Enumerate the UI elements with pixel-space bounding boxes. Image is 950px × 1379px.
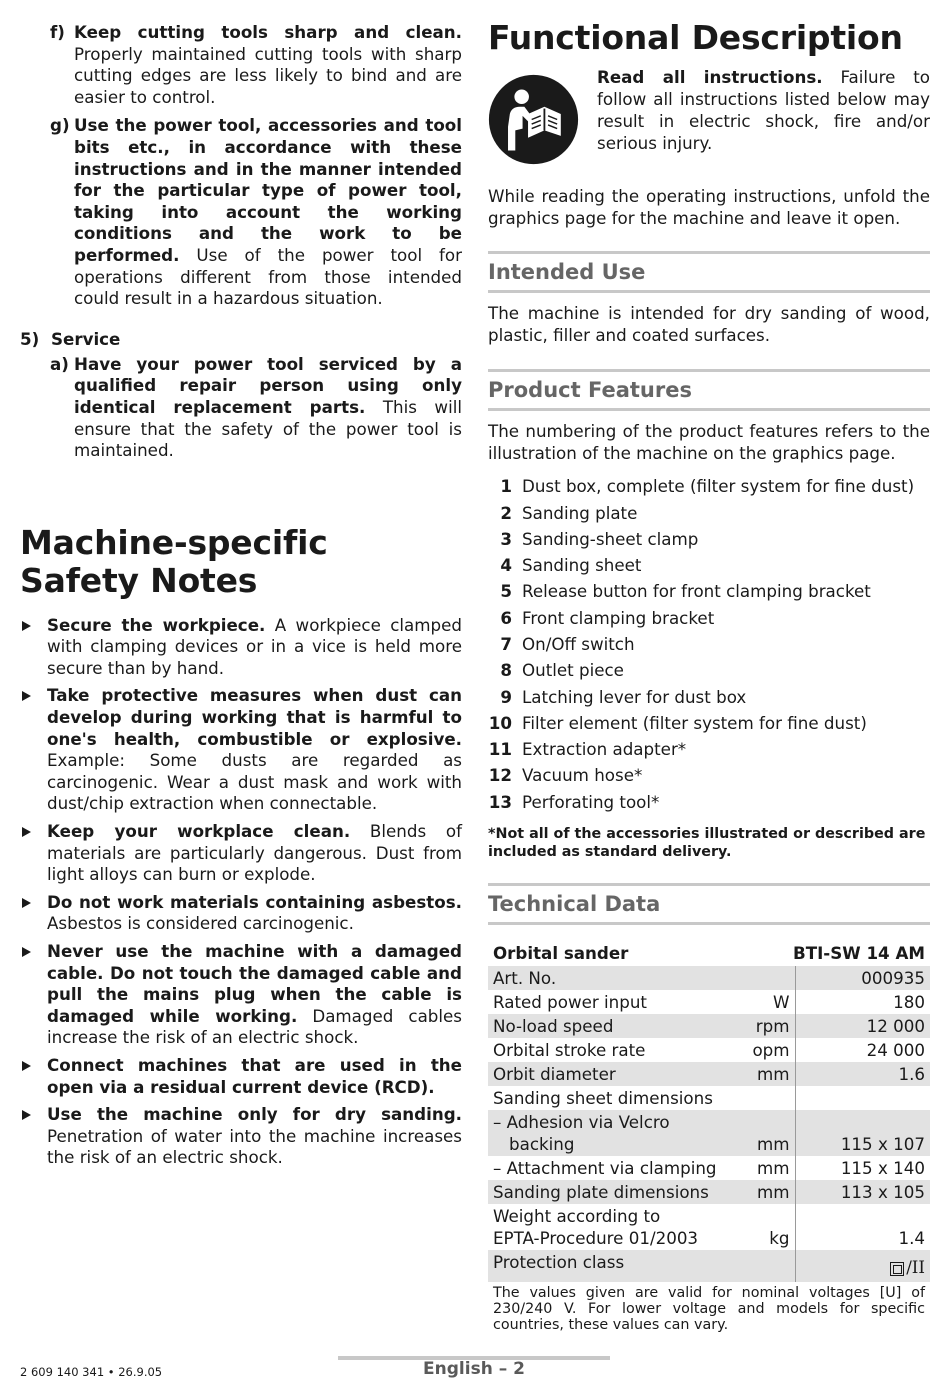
feature-label: Front clamping bracket (522, 607, 715, 628)
row-unit (735, 966, 795, 990)
technical-data-note: The values given are valid for nominal voltages [U] of 230/240 V. For lower voltage and models for specific countries, these values can vary. (493, 1285, 925, 1334)
row-label (488, 1204, 735, 1250)
product-features-heading: Product Features (488, 369, 930, 411)
service-number: 5) (20, 328, 40, 349)
item-label: g) (50, 115, 70, 136)
table-row (488, 1180, 930, 1204)
feature-number: 6 (500, 607, 512, 628)
safety-bullet (20, 941, 462, 1049)
bullet-text: Damaged cables increase the risk of an electric shock. (47, 1005, 462, 1048)
row-label (488, 1110, 735, 1156)
feature-label: On/Off switch (522, 634, 635, 654)
item-label: f) (50, 22, 65, 42)
table-header-row (488, 941, 930, 966)
heading-line-2: Safety Notes (20, 560, 258, 600)
row-label: Art. No. (488, 966, 735, 990)
feature-label: Perforating tool* (522, 791, 660, 812)
feature-item (488, 631, 930, 657)
technical-data-table (488, 941, 930, 1282)
bullet-text: Asbestos is considered carcinogenic. (47, 913, 354, 934)
triangle-bullet-icon (22, 1110, 31, 1120)
table-row (488, 1204, 930, 1250)
table-row (488, 1014, 930, 1038)
safety-item-f (20, 22, 462, 108)
feature-number: 5 (500, 581, 512, 602)
technical-data-heading: Technical Data (488, 883, 930, 925)
service-item-a (20, 354, 462, 462)
feature-number: 13 (488, 791, 512, 812)
intended-use-text: The machine is intended for dry sanding of wood, plastic, filler and coated surfaces. (488, 303, 930, 346)
left-column (20, 22, 462, 1175)
row-unit: kg (769, 1228, 790, 1249)
row-unit: mm (735, 1180, 795, 1204)
feature-number: 9 (500, 686, 512, 707)
service-title: Service (51, 328, 121, 349)
feature-label: Sanding-sheet clamp (522, 528, 699, 549)
feature-number: 4 (500, 555, 512, 576)
table-row (488, 1086, 930, 1110)
table-row (488, 990, 930, 1014)
feature-number: 12 (488, 765, 512, 786)
table-row (488, 1062, 930, 1086)
bullet-bold-text: Take protective measures when dust can develop during working that is harmful to one's health, combustible or explosive. (47, 685, 462, 749)
page-number: English – 2 (423, 1359, 525, 1379)
row-label-line-1: – Adhesion via Velcro (493, 1112, 670, 1133)
accessories-note: *Not all of the accessories illustrated or described are included as standard delivery. (488, 826, 926, 861)
table-row (488, 1038, 930, 1062)
bullet-bold-text: Do not work materials containing asbestos. (47, 891, 462, 912)
row-value: 115 x 107 (795, 1110, 930, 1156)
feature-label: Dust box, complete (filter system for fine dust) (522, 476, 915, 497)
table-row (488, 966, 930, 990)
row-label: Orbit diameter (488, 1062, 735, 1086)
safety-bullet (20, 821, 462, 886)
heading-line-1: Machine-specific (20, 522, 328, 562)
safety-bullet (20, 1055, 462, 1098)
triangle-bullet-icon (22, 898, 31, 908)
bullet-bold-text: Use the machine only for dry sanding. (47, 1104, 462, 1125)
feature-number: 1 (500, 476, 512, 497)
row-value: 180 (795, 990, 930, 1014)
triangle-bullet-icon (22, 827, 31, 837)
feature-item (488, 605, 930, 631)
unfold-instructions-text: While reading the operating instructions, unfold the graphics page for the machine and leave it open. (488, 186, 930, 228)
feature-item (488, 552, 930, 578)
row-value (795, 1250, 930, 1282)
safety-bullet (20, 892, 462, 935)
row-label-line-2: backing (509, 1134, 575, 1155)
triangle-bullet-icon (22, 691, 31, 701)
feature-number: 11 (488, 739, 512, 760)
item-text: Use of the power tool for operations different from those intended could result in a hazardous situation. (74, 244, 462, 309)
product-features-intro: The numbering of the product features refers to the illustration of the machine on the graphics page. (488, 420, 930, 463)
feature-label: Outlet piece (522, 660, 624, 681)
row-value: 1.6 (795, 1062, 930, 1086)
item-bold-text: Have your power tool serviced by a qualified repair person using only identical replacement parts. (74, 353, 462, 417)
bullet-bold-text: Keep your workplace clean. (47, 821, 351, 842)
safety-bullet (20, 685, 462, 815)
service-heading (20, 328, 462, 350)
read-instructions-block (488, 66, 930, 176)
row-label: – Attachment via clamping (493, 1158, 717, 1179)
document-code: 2 609 140 341 • 26.9.05 (20, 1365, 163, 1379)
feature-item (488, 710, 930, 736)
row-value: 000935 (795, 966, 930, 990)
row-unit: mm (735, 1110, 795, 1156)
feature-item (488, 526, 930, 552)
row-unit: mm (756, 1158, 790, 1179)
feature-label: Sanding plate (522, 502, 638, 523)
bullet-text: Penetration of water into the machine increases the risk of an electric shock. (47, 1125, 462, 1168)
row-unit (735, 1250, 795, 1282)
header-model: BTI-SW 14 AM (792, 943, 925, 964)
intended-use-heading: Intended Use (488, 251, 930, 293)
safety-bullet-list (20, 615, 462, 1169)
row-label: Rated power input (493, 992, 647, 1013)
double-insulation-icon (890, 1262, 904, 1276)
row-label: Sanding sheet dimensions (493, 1088, 713, 1109)
feature-number: 7 (500, 634, 512, 654)
read-manual-icon (488, 74, 579, 165)
read-warning-text: Failure to follow all instructions listed below may result in electric shock, fire and/or serious injury. (597, 67, 930, 153)
safety-bullet (20, 1104, 462, 1169)
row-label-line-2: EPTA-Procedure 01/2003 (493, 1228, 699, 1249)
bullet-text: Blends of materials are particularly dangerous. Dust from light alloys can burn or explode. (47, 821, 462, 885)
row-unit: opm (752, 1040, 790, 1061)
feature-number: 10 (488, 712, 512, 733)
safety-bullet (20, 615, 462, 680)
triangle-bullet-icon (22, 621, 31, 631)
feature-number: 3 (500, 528, 512, 549)
feature-number: 2 (500, 502, 512, 523)
row-value: 24 000 (795, 1038, 930, 1062)
feature-item (488, 789, 930, 815)
row-label: No-load speed (488, 1014, 735, 1038)
bullet-text: A workpiece clamped with clamping devices or in a vice is held more secure than by hand. (47, 614, 462, 678)
row-value (795, 1086, 930, 1110)
item-text: Properly maintained cutting tools with sharp cutting edges are less likely to bind and are easier to control. (74, 43, 462, 107)
row-value: 1.4 (795, 1204, 930, 1250)
read-instructions-text (597, 66, 930, 154)
row-unit: mm (735, 1062, 795, 1086)
row-unit: rpm (735, 1014, 795, 1038)
item-bold-text: Use the power tool, accessories and tool bits etc., in accordance with these instructions and in the manner intended for the particular type of power tool, taking into account the working conditions and the work to be performed. (74, 115, 462, 265)
row-value: 113 x 105 (795, 1180, 930, 1204)
row-label: Orbital stroke rate (493, 1040, 646, 1061)
safety-notes-heading (20, 524, 462, 600)
feature-item (488, 684, 930, 710)
feature-number: 8 (500, 660, 512, 681)
right-column (488, 18, 930, 1333)
item-bold-text: Keep cutting tools sharp and clean. (74, 22, 462, 42)
row-unit (735, 1086, 795, 1110)
table-row (488, 1110, 930, 1156)
row-unit: W (772, 992, 790, 1013)
bullet-bold-text: Secure the workpiece. (47, 614, 266, 635)
triangle-bullet-icon (22, 947, 31, 957)
protection-class-value: /II (906, 1257, 925, 1278)
functional-description-heading: Functional Description (488, 18, 903, 57)
read-bold-text: Read all instructions. (597, 67, 823, 87)
feature-item (488, 578, 930, 604)
header-label: Orbital sander (493, 943, 629, 964)
feature-label: Extraction adapter* (522, 739, 687, 760)
feature-item (488, 736, 930, 762)
feature-item (488, 500, 930, 526)
bullet-text: Example: Some dusts are regarded as carcinogenic. Wear a dust mask and work with dust/chip extraction when connectable. (47, 750, 462, 814)
feature-label: Filter element (filter system for fine dust) (522, 712, 867, 733)
bullet-bold-text: Connect machines that are used in the open via a residual current device (RCD). (47, 1054, 462, 1097)
table-row (488, 1250, 930, 1282)
row-label-line-1: Weight according to (493, 1206, 661, 1227)
row-value: 115 x 140 (795, 1156, 930, 1180)
product-features-list (488, 473, 930, 815)
feature-label: Sanding sheet (522, 555, 642, 576)
safety-item-g (20, 115, 462, 309)
row-label: Protection class (488, 1250, 735, 1282)
feature-item (488, 657, 930, 683)
row-label: Sanding plate dimensions (488, 1180, 735, 1204)
item-text: This will ensure that the safety of the power tool is maintained. (74, 396, 462, 461)
bullet-bold-text: Never use the machine with a damaged cable. Do not touch the damaged cable and pull the mains plug when the cable is damaged while working. (47, 941, 462, 1026)
feature-item (488, 473, 930, 499)
table-row (488, 1156, 930, 1180)
feature-label: Latching lever for dust box (522, 686, 747, 707)
feature-item (488, 762, 930, 788)
triangle-bullet-icon (22, 1061, 31, 1071)
feature-label: Vacuum hose* (522, 765, 643, 786)
feature-label: Release button for front clamping bracket (522, 581, 871, 602)
item-label: a) (50, 353, 69, 374)
row-value: 12 000 (795, 1014, 930, 1038)
